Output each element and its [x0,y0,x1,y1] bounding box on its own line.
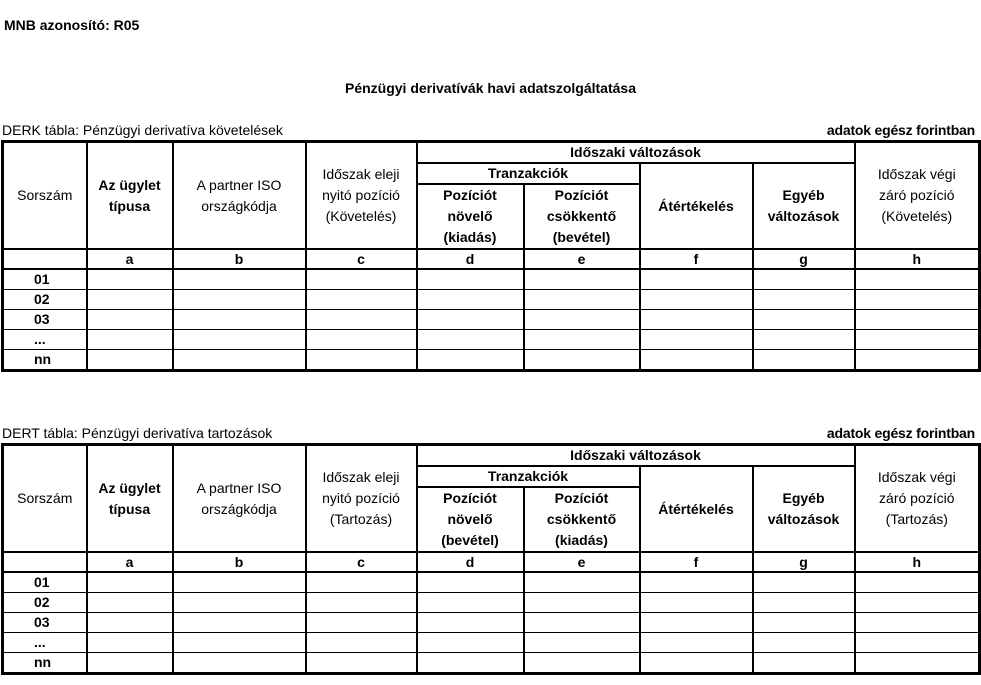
col-header-e-line: csökkentő [546,511,617,527]
col-letter-c: c [306,552,417,572]
data-cell[interactable] [306,330,417,350]
data-cell[interactable] [753,269,855,290]
letter-blank [3,249,87,269]
mnb-identifier: MNB azonosító: R05 [4,17,140,33]
col-letter-d: d [417,249,524,269]
table-row [3,633,980,653]
col-header-transactions: Tranzakciók [417,163,640,184]
data-cell[interactable] [87,350,173,371]
col-header-c-line: Időszak eleji [322,469,400,485]
data-cell[interactable] [87,572,173,593]
col-header-sorszam: Sorszám [3,445,87,553]
col-header-d-line: (kiadás) [443,229,497,245]
col-header-h-line: záró pozíció [879,490,955,506]
col-header-b [173,142,306,250]
data-cell[interactable] [855,310,980,330]
col-header-a [87,142,173,250]
row-number: 01 [3,269,87,290]
data-cell[interactable] [524,633,640,653]
data-cell[interactable] [855,269,980,290]
data-cell[interactable] [417,269,524,290]
col-header-e [524,487,640,552]
data-cell[interactable] [87,653,173,674]
data-cell[interactable] [640,330,753,350]
col-header-h [855,445,980,553]
data-cell[interactable] [173,572,306,593]
data-cell[interactable] [173,290,306,310]
col-header-h-line: Időszak végi [877,166,956,182]
col-header-sorszam: Sorszám [3,142,87,250]
col-header-a [87,445,173,553]
col-header-e-line: csökkentő [546,208,617,224]
table-row [3,330,980,350]
data-cell[interactable] [87,613,173,633]
data-cell[interactable] [524,350,640,371]
data-cell[interactable] [855,613,980,633]
derk-table [1,140,981,372]
data-cell[interactable] [640,653,753,674]
col-letter-h: h [855,249,980,269]
row-number: 01 [3,572,87,593]
data-cell[interactable] [306,572,417,593]
data-cell[interactable] [417,350,524,371]
col-header-period-changes: Időszaki változások [417,445,855,467]
data-cell[interactable] [306,290,417,310]
col-header-c-line: (Tartozás) [329,511,393,527]
data-cell[interactable] [855,653,980,674]
data-cell[interactable] [640,593,753,613]
data-cell[interactable] [173,350,306,371]
col-header-d [417,184,524,249]
derk-table-caption: DERK tábla: Pénzügyi derivatíva követelések [2,122,283,138]
data-cell[interactable] [855,593,980,613]
table-row [3,593,980,613]
col-header-f: Átértékelés [640,163,753,249]
data-cell[interactable] [173,310,306,330]
data-cell[interactable] [173,330,306,350]
data-cell[interactable] [753,310,855,330]
data-cell[interactable] [855,290,980,310]
table-row [3,310,980,330]
col-header-h-line: Időszak végi [877,469,956,485]
page-title: Pénzügyi derivatívák havi adatszolgáltatása [344,80,636,96]
col-header-d [417,487,524,552]
col-header-a-line: típusa [108,500,151,517]
data-cell[interactable] [173,633,306,653]
table-row [3,269,980,290]
col-letter-e: e [524,552,640,572]
data-cell[interactable] [524,269,640,290]
data-cell[interactable] [417,633,524,653]
col-header-e-line: Pozíciót [554,187,609,203]
data-cell[interactable] [640,290,753,310]
data-cell[interactable] [855,633,980,653]
col-letter-g: g [753,249,855,269]
col-header-a-line: Az ügylet [98,176,161,193]
data-cell[interactable] [855,330,980,350]
row-number: nn [3,350,87,371]
data-cell[interactable] [640,310,753,330]
col-header-f: Átértékelés [640,466,753,552]
col-header-h [855,142,980,250]
data-cell[interactable] [524,330,640,350]
table-row [3,350,980,371]
derk-unit-note: adatok egész forintban [826,122,975,138]
col-header-e-line: (bevétel) [552,229,611,245]
col-letter-c: c [306,249,417,269]
data-cell[interactable] [417,310,524,330]
col-letter-d: d [417,552,524,572]
col-letter-a: a [87,249,173,269]
dert-table [1,443,981,675]
data-cell[interactable] [753,653,855,674]
data-cell[interactable] [417,330,524,350]
dert-table-caption: DERT tábla: Pénzügyi derivatíva tartozások [2,425,273,441]
col-letter-f: f [640,552,753,572]
data-cell[interactable] [640,613,753,633]
col-header-h-line: (Tartozás) [885,511,948,527]
col-header-e [524,184,640,249]
row-number: 02 [3,593,87,613]
data-cell[interactable] [87,633,173,653]
col-header-c-line: nyitó pozíció [322,187,400,203]
data-cell[interactable] [640,350,753,371]
col-letter-b: b [173,249,306,269]
row-number: ... [3,633,87,653]
data-cell[interactable] [306,653,417,674]
col-header-c-line: Időszak eleji [322,166,400,182]
dert-unit-note: adatok egész forintban [826,425,975,441]
data-cell[interactable] [306,633,417,653]
letter-blank [3,552,87,572]
col-header-d-line: (bevétel) [441,532,499,548]
data-cell[interactable] [417,653,524,674]
data-cell[interactable] [87,330,173,350]
data-cell[interactable] [306,613,417,633]
data-cell[interactable] [753,613,855,633]
data-cell[interactable] [417,593,524,613]
col-header-g-line: változások [767,208,840,224]
col-header-b-line: országkódja [201,500,277,517]
col-letter-h: h [855,552,980,572]
data-cell[interactable] [87,593,173,613]
data-cell[interactable] [306,350,417,371]
col-header-b-line: A partner ISO [196,479,282,496]
data-cell[interactable] [640,572,753,593]
data-cell[interactable] [640,269,753,290]
data-cell[interactable] [753,572,855,593]
col-header-d-line: növelő [447,511,493,527]
col-header-b-line: A partner ISO [196,176,282,193]
col-header-b [173,445,306,553]
col-letter-f: f [640,249,753,269]
table-row [3,290,980,310]
data-cell[interactable] [640,633,753,653]
col-letter-e: e [524,249,640,269]
col-header-g-line: Egyéb [782,187,825,203]
col-header-c-line: (Követelés) [325,208,397,224]
data-cell[interactable] [173,269,306,290]
col-header-h-line: (Követelés) [881,208,953,224]
data-cell[interactable] [524,572,640,593]
col-letter-a: a [87,552,173,572]
col-header-period-changes: Időszaki változások [417,142,855,164]
col-letter-b: b [173,552,306,572]
data-cell[interactable] [87,269,173,290]
col-header-c-line: nyitó pozíció [322,490,400,506]
col-header-h-line: záró pozíció [879,187,955,203]
col-header-d-line: növelő [447,208,493,224]
row-number: 03 [3,310,87,330]
data-cell[interactable] [855,572,980,593]
col-header-g-line: Egyéb [782,490,825,506]
data-cell[interactable] [306,310,417,330]
table-row [3,653,980,674]
col-header-e-line: Pozíciót [554,490,609,506]
col-header-transactions: Tranzakciók [417,466,640,487]
data-cell[interactable] [306,269,417,290]
col-header-b-line: országkódja [201,197,277,214]
data-cell[interactable] [173,653,306,674]
data-cell[interactable] [524,653,640,674]
data-cell[interactable] [753,290,855,310]
col-header-a-line: típusa [108,197,151,214]
data-cell[interactable] [417,613,524,633]
col-header-d-line: Pozíciót [443,490,497,506]
data-cell[interactable] [855,350,980,371]
row-number: 02 [3,290,87,310]
data-cell[interactable] [753,633,855,653]
col-letter-g: g [753,552,855,572]
col-header-c [306,445,417,553]
col-header-e-line: (kiadás) [555,532,608,548]
data-cell[interactable] [417,290,524,310]
col-header-g [753,163,855,249]
row-number: 03 [3,613,87,633]
col-header-g-line: változások [767,511,840,527]
data-cell[interactable] [524,593,640,613]
data-cell[interactable] [753,350,855,371]
data-cell[interactable] [306,593,417,613]
data-cell[interactable] [173,613,306,633]
data-cell[interactable] [417,572,524,593]
row-number: ... [3,330,87,350]
data-cell[interactable] [173,593,306,613]
col-header-g [753,466,855,552]
data-cell[interactable] [87,310,173,330]
data-cell[interactable] [524,290,640,310]
col-header-d-line: Pozíciót [443,187,497,203]
row-number: nn [3,653,87,674]
table-row [3,572,980,593]
data-cell[interactable] [753,593,855,613]
data-cell[interactable] [524,310,640,330]
data-cell[interactable] [87,290,173,310]
col-header-c [306,142,417,250]
data-cell[interactable] [753,330,855,350]
table-row [3,613,980,633]
col-header-a-line: Az ügylet [98,479,161,496]
data-cell[interactable] [524,613,640,633]
